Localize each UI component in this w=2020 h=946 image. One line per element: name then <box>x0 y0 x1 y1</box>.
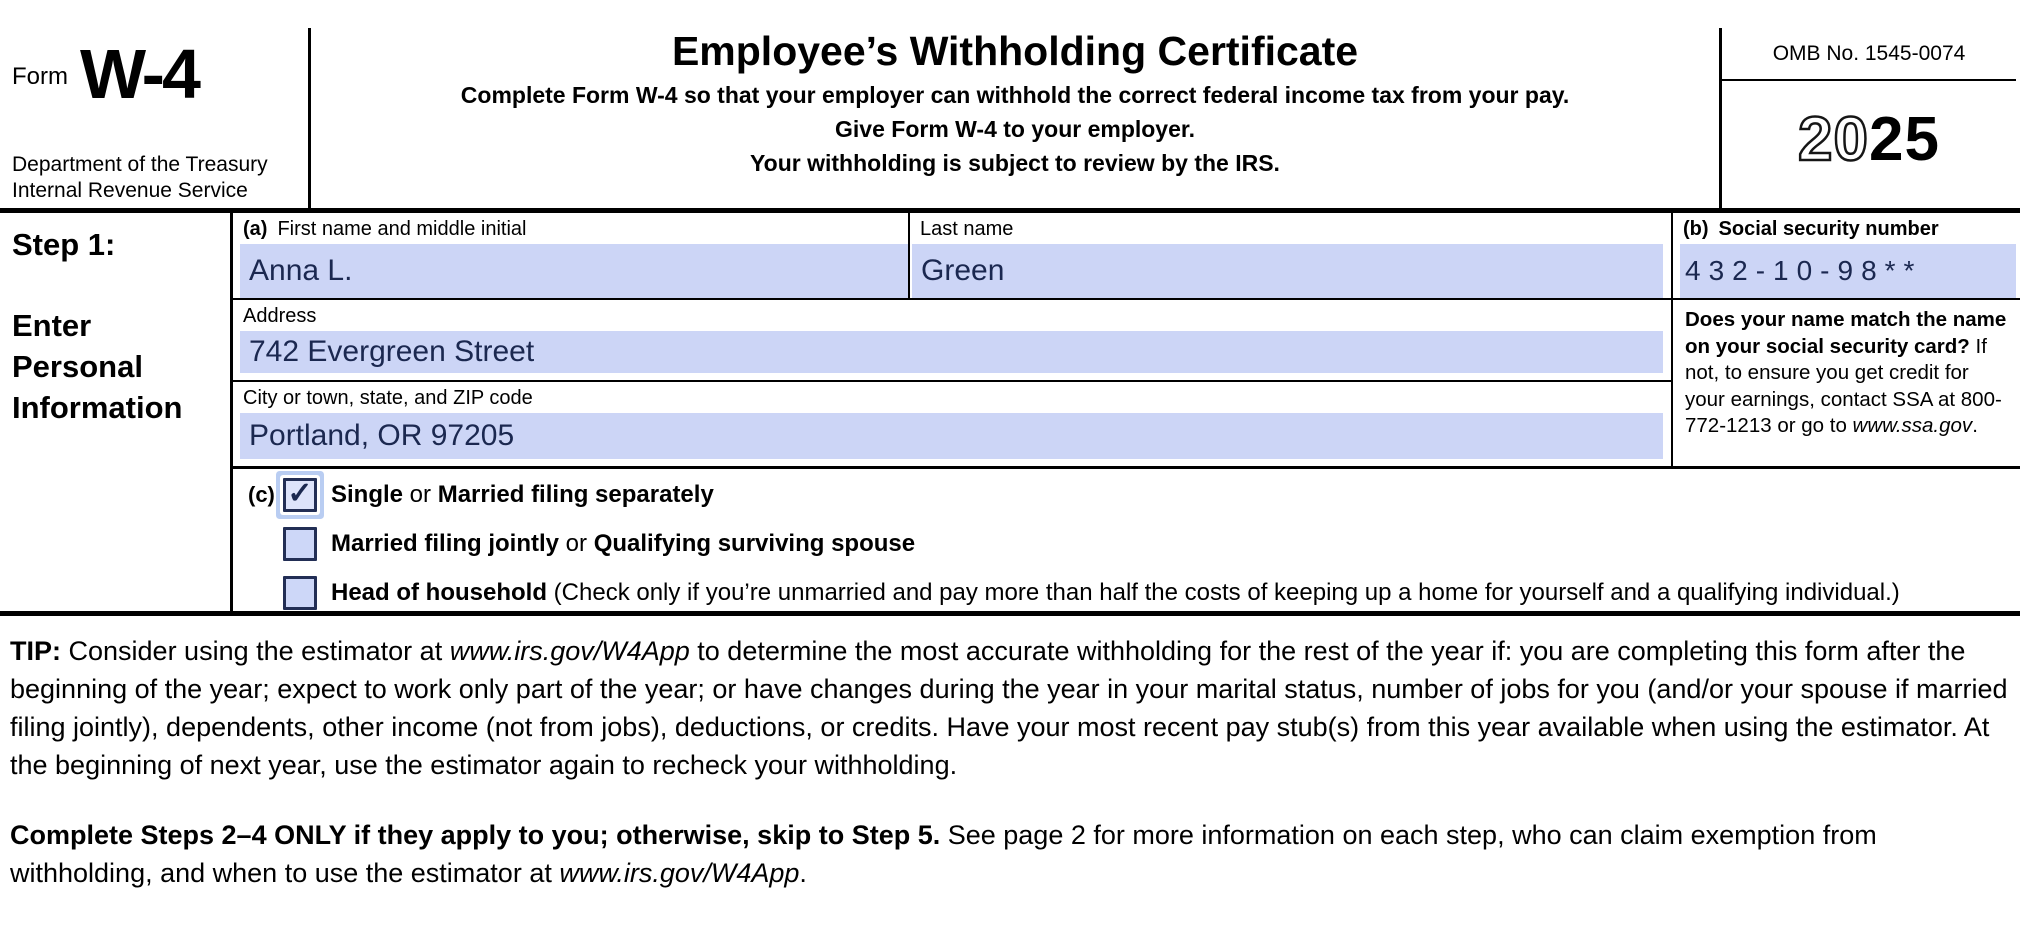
filing-status-option-married-jointly <box>233 523 2020 565</box>
step1-number: Step 1: <box>12 227 116 262</box>
omb-year-block <box>1722 28 2016 208</box>
form-header <box>0 0 2020 213</box>
last-name-cell <box>908 213 1671 298</box>
first-name-label: (a) First name and middle initial <box>243 218 527 240</box>
subtitle-line-3: Your withholding is subject to review by the IRS. <box>750 150 1280 176</box>
single-checkbox[interactable] <box>283 478 317 512</box>
w4app-link: www.irs.gov/W4App <box>449 636 690 666</box>
head-of-household-label: Head of household (Check only if you’re unmarried and pay more than half the costs of keeping up a home for yourself and a qualifying individual.) <box>331 579 1900 606</box>
step1-section <box>0 213 2020 616</box>
agency-line-1: Department of the Treasury <box>12 153 268 176</box>
form-number: W-4 <box>80 35 198 113</box>
filing-status-option-single <box>233 474 2020 516</box>
address-column <box>233 300 1671 466</box>
form-id-block <box>0 28 308 208</box>
form-title: Employee’s Withholding Certificate <box>671 28 1359 74</box>
subtitle-line-2: Give Form W-4 to your employer. <box>835 116 1195 142</box>
form-title-block <box>308 28 1722 208</box>
tax-year-bold: 25 <box>1869 105 1940 174</box>
single-label: Single or Married filing separately <box>331 481 714 508</box>
agency-block <box>12 152 298 204</box>
first-name-item-letter: (a) <box>243 218 268 240</box>
filing-status-option-head-of-household <box>233 572 2020 611</box>
subtitle-line-1: Complete Form W-4 so that your employer can withhold the correct federal income tax from your pay. <box>460 82 1570 108</box>
steps-2-4-note: Complete Steps 2–4 ONLY if they apply to you; otherwise, skip to Step 5. See page 2 for more information on each step, who can claim exemption from withholding, and when to use the estimator at www.irs.gov/W4App. <box>10 820 1877 888</box>
first-name-cell <box>233 213 908 298</box>
address-input[interactable]: 742 Evergreen Street <box>240 331 1663 373</box>
head-of-household-checkbox[interactable] <box>283 576 317 610</box>
address-label: Address <box>243 305 317 327</box>
ssn-item-letter: (b) <box>1683 218 1709 240</box>
tip-label: TIP: <box>10 636 61 666</box>
married-jointly-label: Married filing jointly or Qualifying surviving spouse <box>331 530 916 557</box>
step1-fields <box>233 213 2020 611</box>
ssn-input[interactable]: 432-10-98** <box>1680 244 2016 298</box>
last-name-input[interactable]: Green <box>912 244 1663 298</box>
married-jointly-checkbox[interactable] <box>283 527 317 561</box>
tip-paragraph: TIP: Consider using the estimator at www.irs.gov/W4App to determine the most accurate withholding for the rest of the year if: you are completing this form after the beginning of the year; expect to work only part of the year; or have changes during the year in your marital status, number of jobs for you (and/or your spouse if married filing jointly), dependents, other income (not from jobs), deductions, or credits. Have your most recent pay stub(s) from this year available when using the estimator. At the beginning of next year, use the estimator again to recheck your withholding. <box>10 636 2008 780</box>
agency-line-2: Internal Revenue Service <box>12 179 248 202</box>
omb-number: OMB No. 1545-0074 <box>1722 28 2016 81</box>
last-name-label: Last name <box>920 218 1014 240</box>
ssn-label: (b) Social security number <box>1683 218 1939 240</box>
first-name-input[interactable]: Anna L. <box>240 244 908 298</box>
address-region <box>233 300 2020 469</box>
checkmark-icon: ✓ <box>287 476 313 510</box>
step1-title: Enter Personal Information <box>12 308 183 425</box>
ssa-gov-link: www.ssa.gov <box>1852 414 1973 437</box>
tax-year-outline: 20 <box>1798 105 1869 174</box>
name-ssn-row <box>233 213 2020 300</box>
ssn-cell <box>1671 213 2020 298</box>
steps-note-bold: Complete Steps 2–4 ONLY if they apply to you; otherwise, skip to Step 5. <box>10 820 941 850</box>
address-cell <box>233 300 1671 382</box>
ssa-note: Does your name match the name on your social security card? If not, to ensure you get credit for your earnings, contact SSA at 800-772-1213 or go to www.ssa.gov. <box>1671 300 2020 466</box>
ssa-note-question: Does your name match the name on your social security card? <box>1685 308 2007 358</box>
city-label: City or town, state, and ZIP code <box>243 387 533 409</box>
city-input[interactable]: Portland, OR 97205 <box>240 413 1663 459</box>
w4app-link: www.irs.gov/W4App <box>559 858 800 888</box>
city-cell <box>233 382 1671 466</box>
item-c-letter: (c) <box>248 482 275 507</box>
step1-label-column <box>0 213 233 611</box>
form-word: Form <box>12 63 68 91</box>
filing-status-group <box>233 469 2020 611</box>
tax-year <box>1722 81 2016 208</box>
